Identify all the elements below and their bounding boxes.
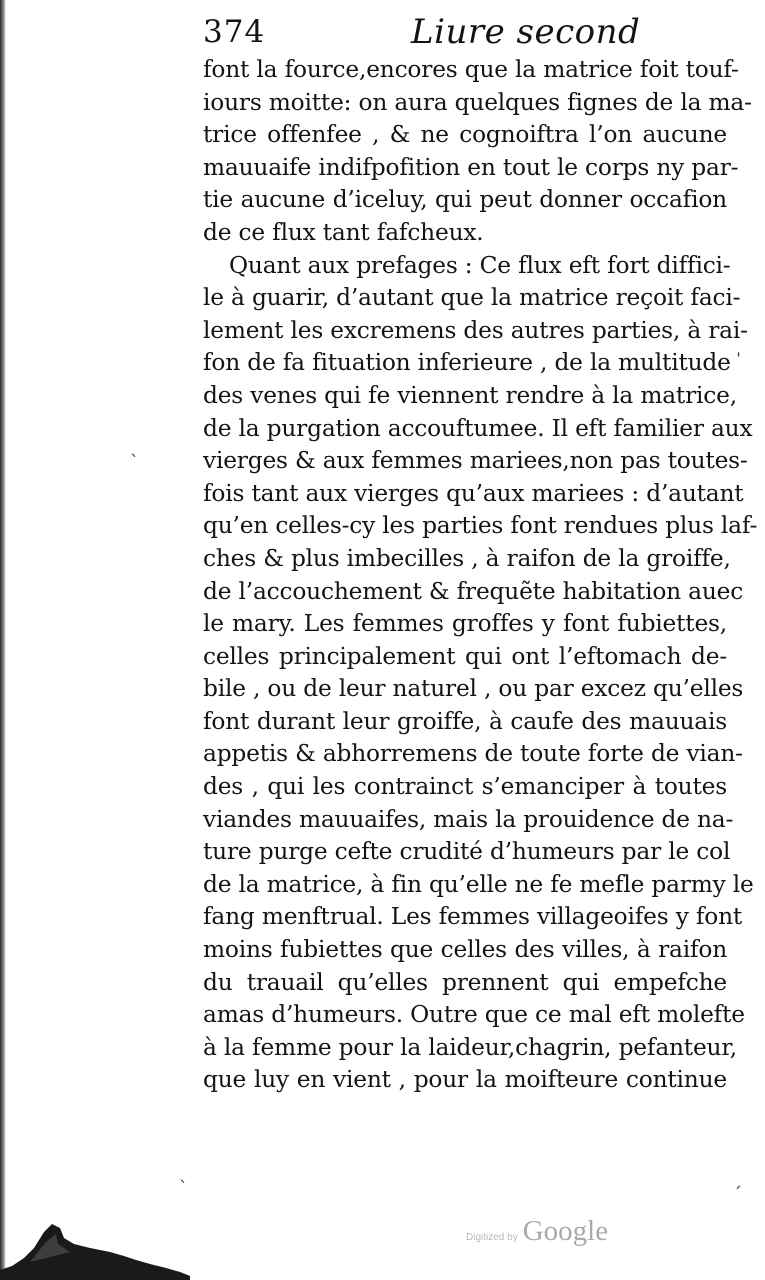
body-text xyxy=(203,54,758,1097)
text-line: qu’en celles-cy les parties font rendues plus laf- xyxy=(203,512,758,540)
text-line: trice offenfee , & ne cognoiftra l’on aucune xyxy=(203,121,727,149)
ink-speck: ˈ xyxy=(736,350,741,371)
text-line: du trauail qu’elles prennent qui empefche xyxy=(203,968,727,996)
text-line: lement les excremens des autres parties, à rai- xyxy=(203,316,748,344)
text-line: mauuaife indifpofition en tout le corps ny par- xyxy=(203,153,739,181)
google-logo: Google xyxy=(522,1215,609,1247)
text-line: vierges & aux femmes mariees,non pas toutes- xyxy=(203,447,748,475)
ink-speck: ˋ xyxy=(179,1178,188,1199)
text-line: que luy en vient , pour la moifteure continue xyxy=(203,1066,727,1094)
text-line: viandes mauuaifes, mais la prouidence de na- xyxy=(203,805,734,833)
text-line: fois tant aux vierges qu’aux mariees : d’autant xyxy=(203,479,744,507)
text-line: fang menftrual. Les femmes villageoifes y font xyxy=(203,903,743,931)
text-line: bile , ou de leur naturel , ou par excez qu’elles xyxy=(203,675,744,703)
text-line: iours moitte: on aura quelques fignes de la ma- xyxy=(203,88,752,116)
text-line: de la matrice, à fin qu’elle ne fe mefle parmy le xyxy=(203,870,754,898)
ink-speck: ˊ xyxy=(733,1184,742,1205)
text-line: de la purgation accouftumee. Il eft familier aux xyxy=(203,414,753,442)
page-number: 374 xyxy=(203,14,266,50)
text-line: ches & plus imbecilles , à raifon de la groiffe, xyxy=(203,544,731,572)
text-line: Quant aux prefages : Ce flux eft fort diffici- xyxy=(229,251,731,279)
text-line: celles principalement qui ont l’eftomach de- xyxy=(203,642,727,670)
text-line: amas d’humeurs. Outre que ce mal eft molefte xyxy=(203,1001,745,1029)
text-line: des , qui les contrainct s’emanciper à toutes xyxy=(203,773,727,801)
text-line: ture purge cefte crudité d’humeurs par le col xyxy=(203,838,731,866)
watermark-prefix: Digitized by xyxy=(466,1232,518,1243)
running-title: Liure second xyxy=(411,12,641,52)
digitized-watermark xyxy=(466,1215,608,1248)
page-edge-shadow xyxy=(0,0,6,1280)
ink-speck: ˋ xyxy=(130,452,139,473)
text-line: de l’accouchement & frequẽte habitation auec xyxy=(203,577,744,605)
text-line: tie aucune d’iceluy, qui peut donner occafion xyxy=(203,186,727,214)
text-line: appetis & abhorremens de toute forte de vian- xyxy=(203,740,743,768)
text-line: le à guarir, d’autant que la matrice reçoit faci- xyxy=(203,284,741,312)
text-line: le mary. Les femmes groffes y font fubiettes, xyxy=(203,610,727,638)
text-line: fon de fa fituation inferieure , de la multitude xyxy=(203,349,731,377)
text-line: font durant leur groiffe, à caufe des mauuais xyxy=(203,707,727,735)
ink-blot-decoration xyxy=(0,1212,190,1280)
text-line: à la femme pour la laideur,chagrin, pefanteur, xyxy=(203,1033,737,1061)
text-line: moins fubiettes que celles des villes, à raifon xyxy=(203,936,727,964)
text-line: font la fource,encores que la matrice foit touf- xyxy=(203,56,739,83)
text-line: de ce flux tant fafcheux. xyxy=(203,218,484,246)
text-line: des venes qui fe viennent rendre à la matrice, xyxy=(203,381,737,409)
